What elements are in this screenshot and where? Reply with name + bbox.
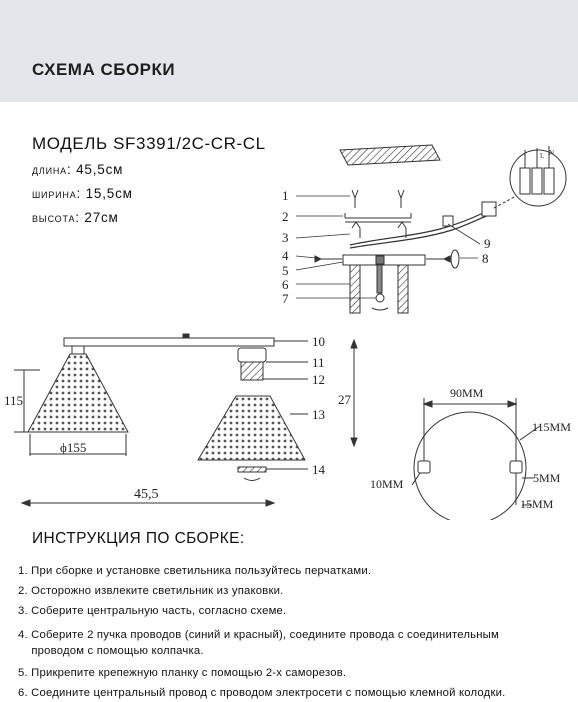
plate-dim-right: 5MM — [533, 471, 561, 485]
instructions-title: ИНСТРУКЦИЯ ПО СБОРКЕ: — [32, 530, 245, 547]
part-number-11: 11 — [312, 355, 325, 370]
ceiling — [340, 145, 440, 165]
mount-leaders — [296, 196, 480, 298]
dim-shade-height: 115 — [4, 393, 24, 408]
part-number-2: 2 — [282, 209, 289, 224]
part-number-8: 8 — [482, 251, 489, 266]
instruction-step-3: 3. Соберите центральную часть, согласно схеме. — [18, 605, 287, 617]
dim-total-height: 27 — [338, 392, 351, 407]
fixture-side-view — [14, 334, 357, 506]
anchor-left — [352, 222, 360, 238]
part-number-14: 14 — [312, 462, 325, 477]
instruction-step-2: 2. Осторожно извлеките светильник из упаковки. — [18, 585, 284, 597]
plate-dim-width: 90MM — [450, 386, 484, 400]
fixture-part-numbers — [312, 334, 326, 477]
right-shade — [198, 396, 305, 460]
plate-dim-radius: 115MM — [532, 420, 571, 434]
dim-total-length: 45,5 — [134, 487, 159, 502]
mount-part-numbers — [282, 188, 491, 306]
spec-height-label: высота: — [32, 210, 80, 225]
mount-exploded-view — [315, 145, 566, 313]
wire-cap — [443, 216, 453, 226]
socket-holder — [238, 348, 266, 362]
screw-right — [398, 190, 404, 208]
part-number-3: 3 — [282, 230, 289, 245]
screw-left — [352, 190, 358, 208]
part-number-1: 1 — [282, 188, 289, 203]
spec-width-label: ширина: — [32, 186, 82, 201]
threaded-rod-right — [398, 265, 408, 313]
slot-left — [418, 461, 430, 473]
spec-height-value: 27см — [84, 210, 119, 225]
part-number-6: 6 — [282, 277, 289, 292]
part-number-7: 7 — [282, 291, 289, 306]
plate-circle — [414, 412, 526, 520]
lock-ring — [238, 467, 266, 472]
wire-connector — [482, 202, 496, 216]
instruction-step-5: 5. Прикрепите крепежную планку с помощью 2-х саморезов. — [18, 667, 347, 679]
model-code: SF3391/2C-CR-CL — [113, 134, 266, 153]
page-title: СХЕМА СБОРКИ — [32, 60, 176, 79]
threaded-rod-left — [350, 265, 360, 313]
part-number-9: 9 — [484, 236, 491, 251]
instruction-step-4-cont: проводом с помощью колпачка. — [18, 645, 204, 657]
dim-shade-diameter: ϕ155 — [60, 440, 87, 455]
plate-dim-left: 10MM — [370, 477, 404, 491]
wire-bundle — [350, 210, 490, 245]
plate-dim-bottom: 15MM — [520, 497, 554, 511]
instruction-step-4: 4. Соберите 2 пучка проводов (синий и красный), соедините провода с соединительным — [18, 629, 499, 641]
part-number-13: 13 — [312, 407, 325, 422]
mounting-bracket — [345, 213, 411, 218]
part-number-4: 4 — [282, 248, 289, 263]
spec-length-label: длина: — [32, 162, 72, 177]
part-number-10: 10 — [312, 334, 325, 349]
part-number-5: 5 — [282, 263, 289, 278]
instruction-step-1: 1. При сборке и установке светильника пользуйтесь перчатками. — [18, 565, 372, 577]
instruction-step-6: 6. Соедините центральный провод с проводом электросети с помощью клемной колодки. — [18, 687, 506, 699]
spec-length-value: 45,5см — [76, 162, 124, 177]
terminal-letter-n: N — [549, 149, 555, 157]
fixture-bar — [64, 338, 274, 346]
bulb-socket — [241, 362, 263, 380]
left-shade — [28, 354, 128, 432]
model-label: МОДЕЛЬ — [32, 134, 108, 153]
terminal-letter-l: L — [540, 152, 545, 160]
spec-width-value: 15,5см — [85, 186, 133, 201]
part-number-12: 12 — [312, 372, 325, 387]
slot-right — [510, 461, 522, 473]
